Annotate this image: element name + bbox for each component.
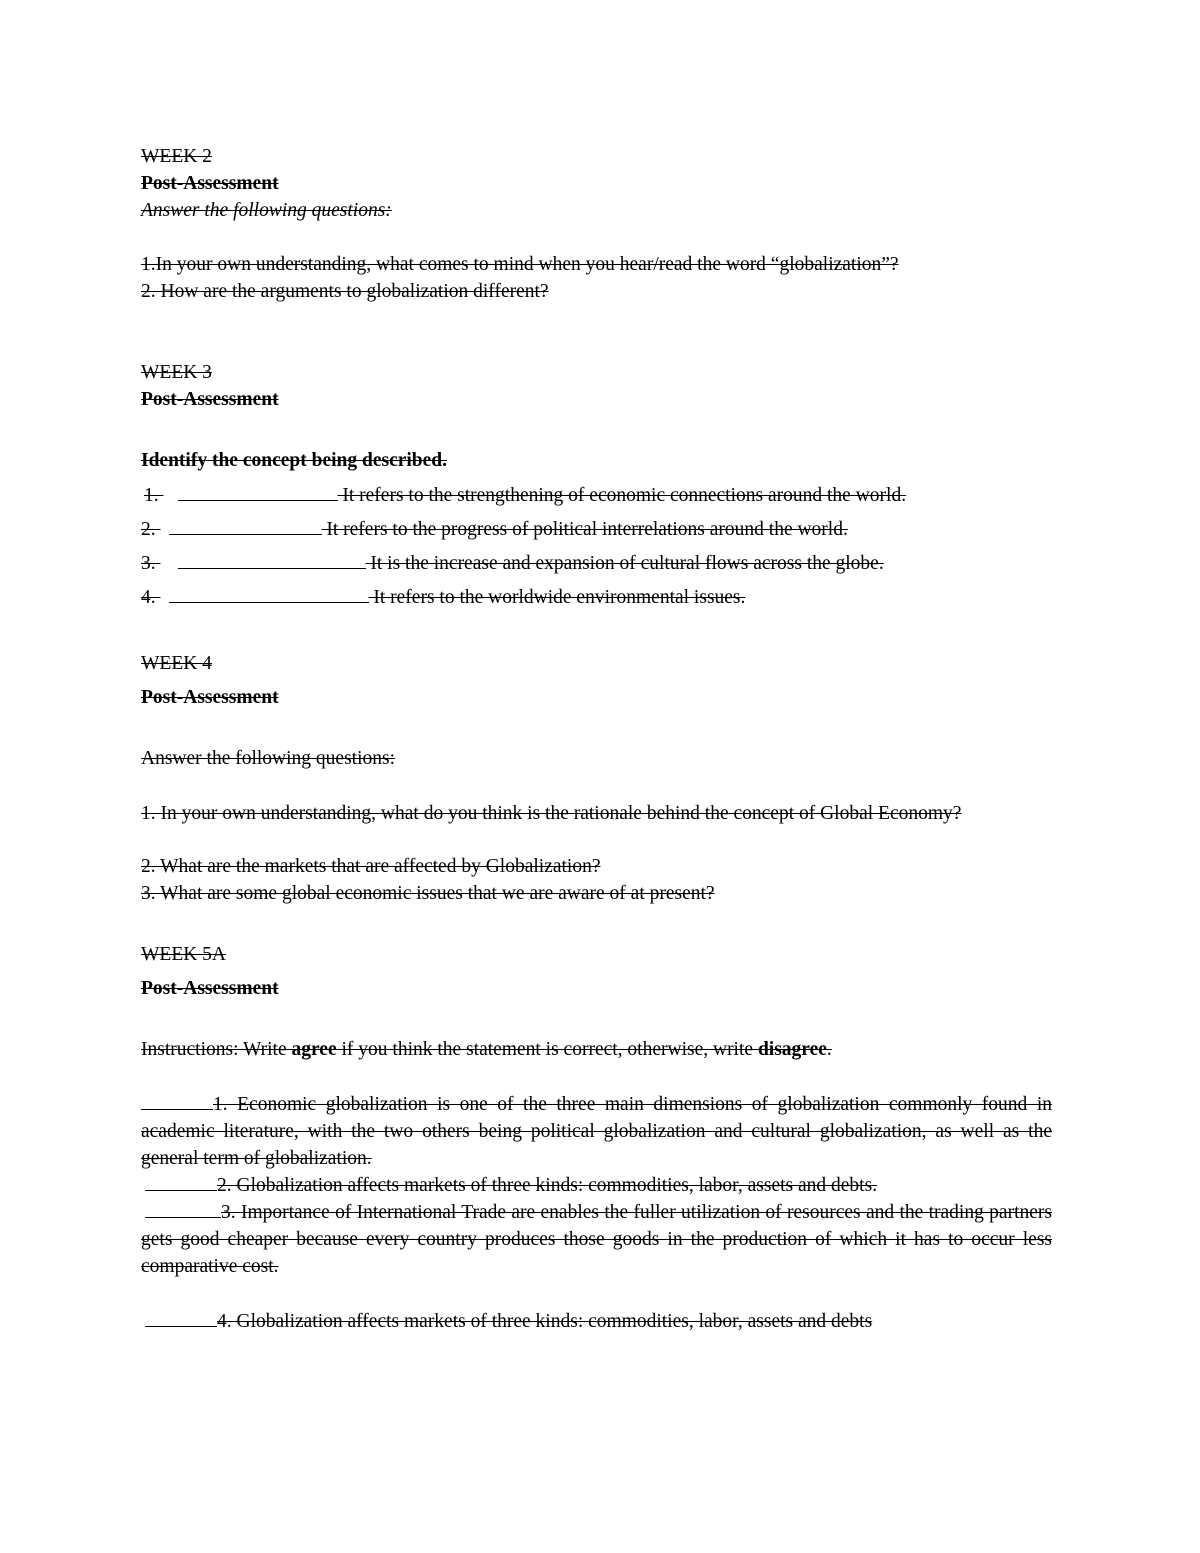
item-number: 1. <box>144 485 159 506</box>
week2-question-1: 1.In your own understanding, what comes to mind when you hear/read the word “globalization”? <box>141 254 899 275</box>
item-text: 3. Importance of International Trade are enables the fuller utilization of resources and the trading partners gets good cheaper because every country produces those goods in the production of which it has to occur less comparative cost. <box>141 1202 1052 1277</box>
week3-item-1 <box>141 482 906 509</box>
item-text: It is the increase and expansion of cultural flows across the globe. <box>370 553 884 574</box>
item-text: It refers to the progress of political interrelations around the world. <box>326 519 848 540</box>
week2-question-2: 2. How are the arguments to globalization different? <box>141 281 549 302</box>
item-text: 2. Globalization affects markets of three kinds: commodities, labor, assets and debts. <box>217 1175 878 1196</box>
week2-title: WEEK 2 <box>141 146 212 167</box>
item-text: 1. Economic globalization is one of the three main dimensions of globalization commonly found in academic literature, with the two others being political globalization and cultural globalization, as well as the general term of globalization. <box>141 1094 1052 1169</box>
answer-blank[interactable] <box>178 482 338 501</box>
week4-instruction: Answer the following questions: <box>141 748 396 769</box>
item-number: 4. <box>141 587 156 608</box>
answer-blank[interactable] <box>169 516 322 535</box>
answer-blank[interactable] <box>145 1172 217 1191</box>
item-text: It refers to the worldwide environmental issues. <box>373 587 746 608</box>
item-text: 4. Globalization affects markets of three kinds: commodities, labor, assets and debts <box>217 1311 873 1332</box>
week5a-item-4 <box>141 1308 872 1335</box>
week4-question-3: 3. What are some global economic issues that we are aware of at present? <box>141 883 715 904</box>
answer-blank[interactable] <box>169 584 369 603</box>
instruction-prefix: Instructions: Write <box>141 1039 292 1060</box>
week3-item-3 <box>141 550 884 577</box>
week3-instruction: Identify the concept being described. <box>141 450 448 471</box>
week3-subtitle: Post-Assessment <box>141 389 279 410</box>
week4-question-2: 2. What are the markets that are affected by Globalization? <box>141 856 601 877</box>
week5a-item-2 <box>141 1172 877 1199</box>
answer-blank[interactable] <box>145 1308 217 1327</box>
answer-blank[interactable] <box>145 1199 221 1218</box>
item-text: It refers to the strengthening of economic connections around the world. <box>342 485 907 506</box>
week5a-title: WEEK 5A <box>141 944 227 965</box>
answer-blank[interactable] <box>141 1091 213 1110</box>
instruction-suffix: . <box>826 1039 832 1060</box>
week5a-subtitle: Post-Assessment <box>141 978 279 999</box>
instruction-middle: if you think the statement is correct, otherwise, write <box>336 1039 758 1060</box>
week3-item-2 <box>141 516 848 543</box>
week2-subtitle: Post-Assessment <box>141 173 279 194</box>
item-number: 3. <box>141 553 156 574</box>
week5a-item-1 <box>141 1091 1052 1172</box>
week4-question-1: 1. In your own understanding, what do you think is the rationale behind the concept of Global Economy? <box>141 803 962 824</box>
item-number: 2. <box>141 519 156 540</box>
week3-item-4 <box>141 584 745 611</box>
instruction-agree: agree <box>291 1039 337 1060</box>
week3-title: WEEK 3 <box>141 362 212 383</box>
week4-subtitle: Post-Assessment <box>141 687 279 708</box>
week4-title: WEEK 4 <box>141 653 212 674</box>
instruction-disagree: disagree <box>757 1039 827 1060</box>
week5a-instruction <box>141 1037 832 1063</box>
week2-instruction: Answer the following questions: <box>141 200 392 221</box>
week5a-item-3 <box>141 1199 1052 1280</box>
answer-blank[interactable] <box>178 550 366 569</box>
